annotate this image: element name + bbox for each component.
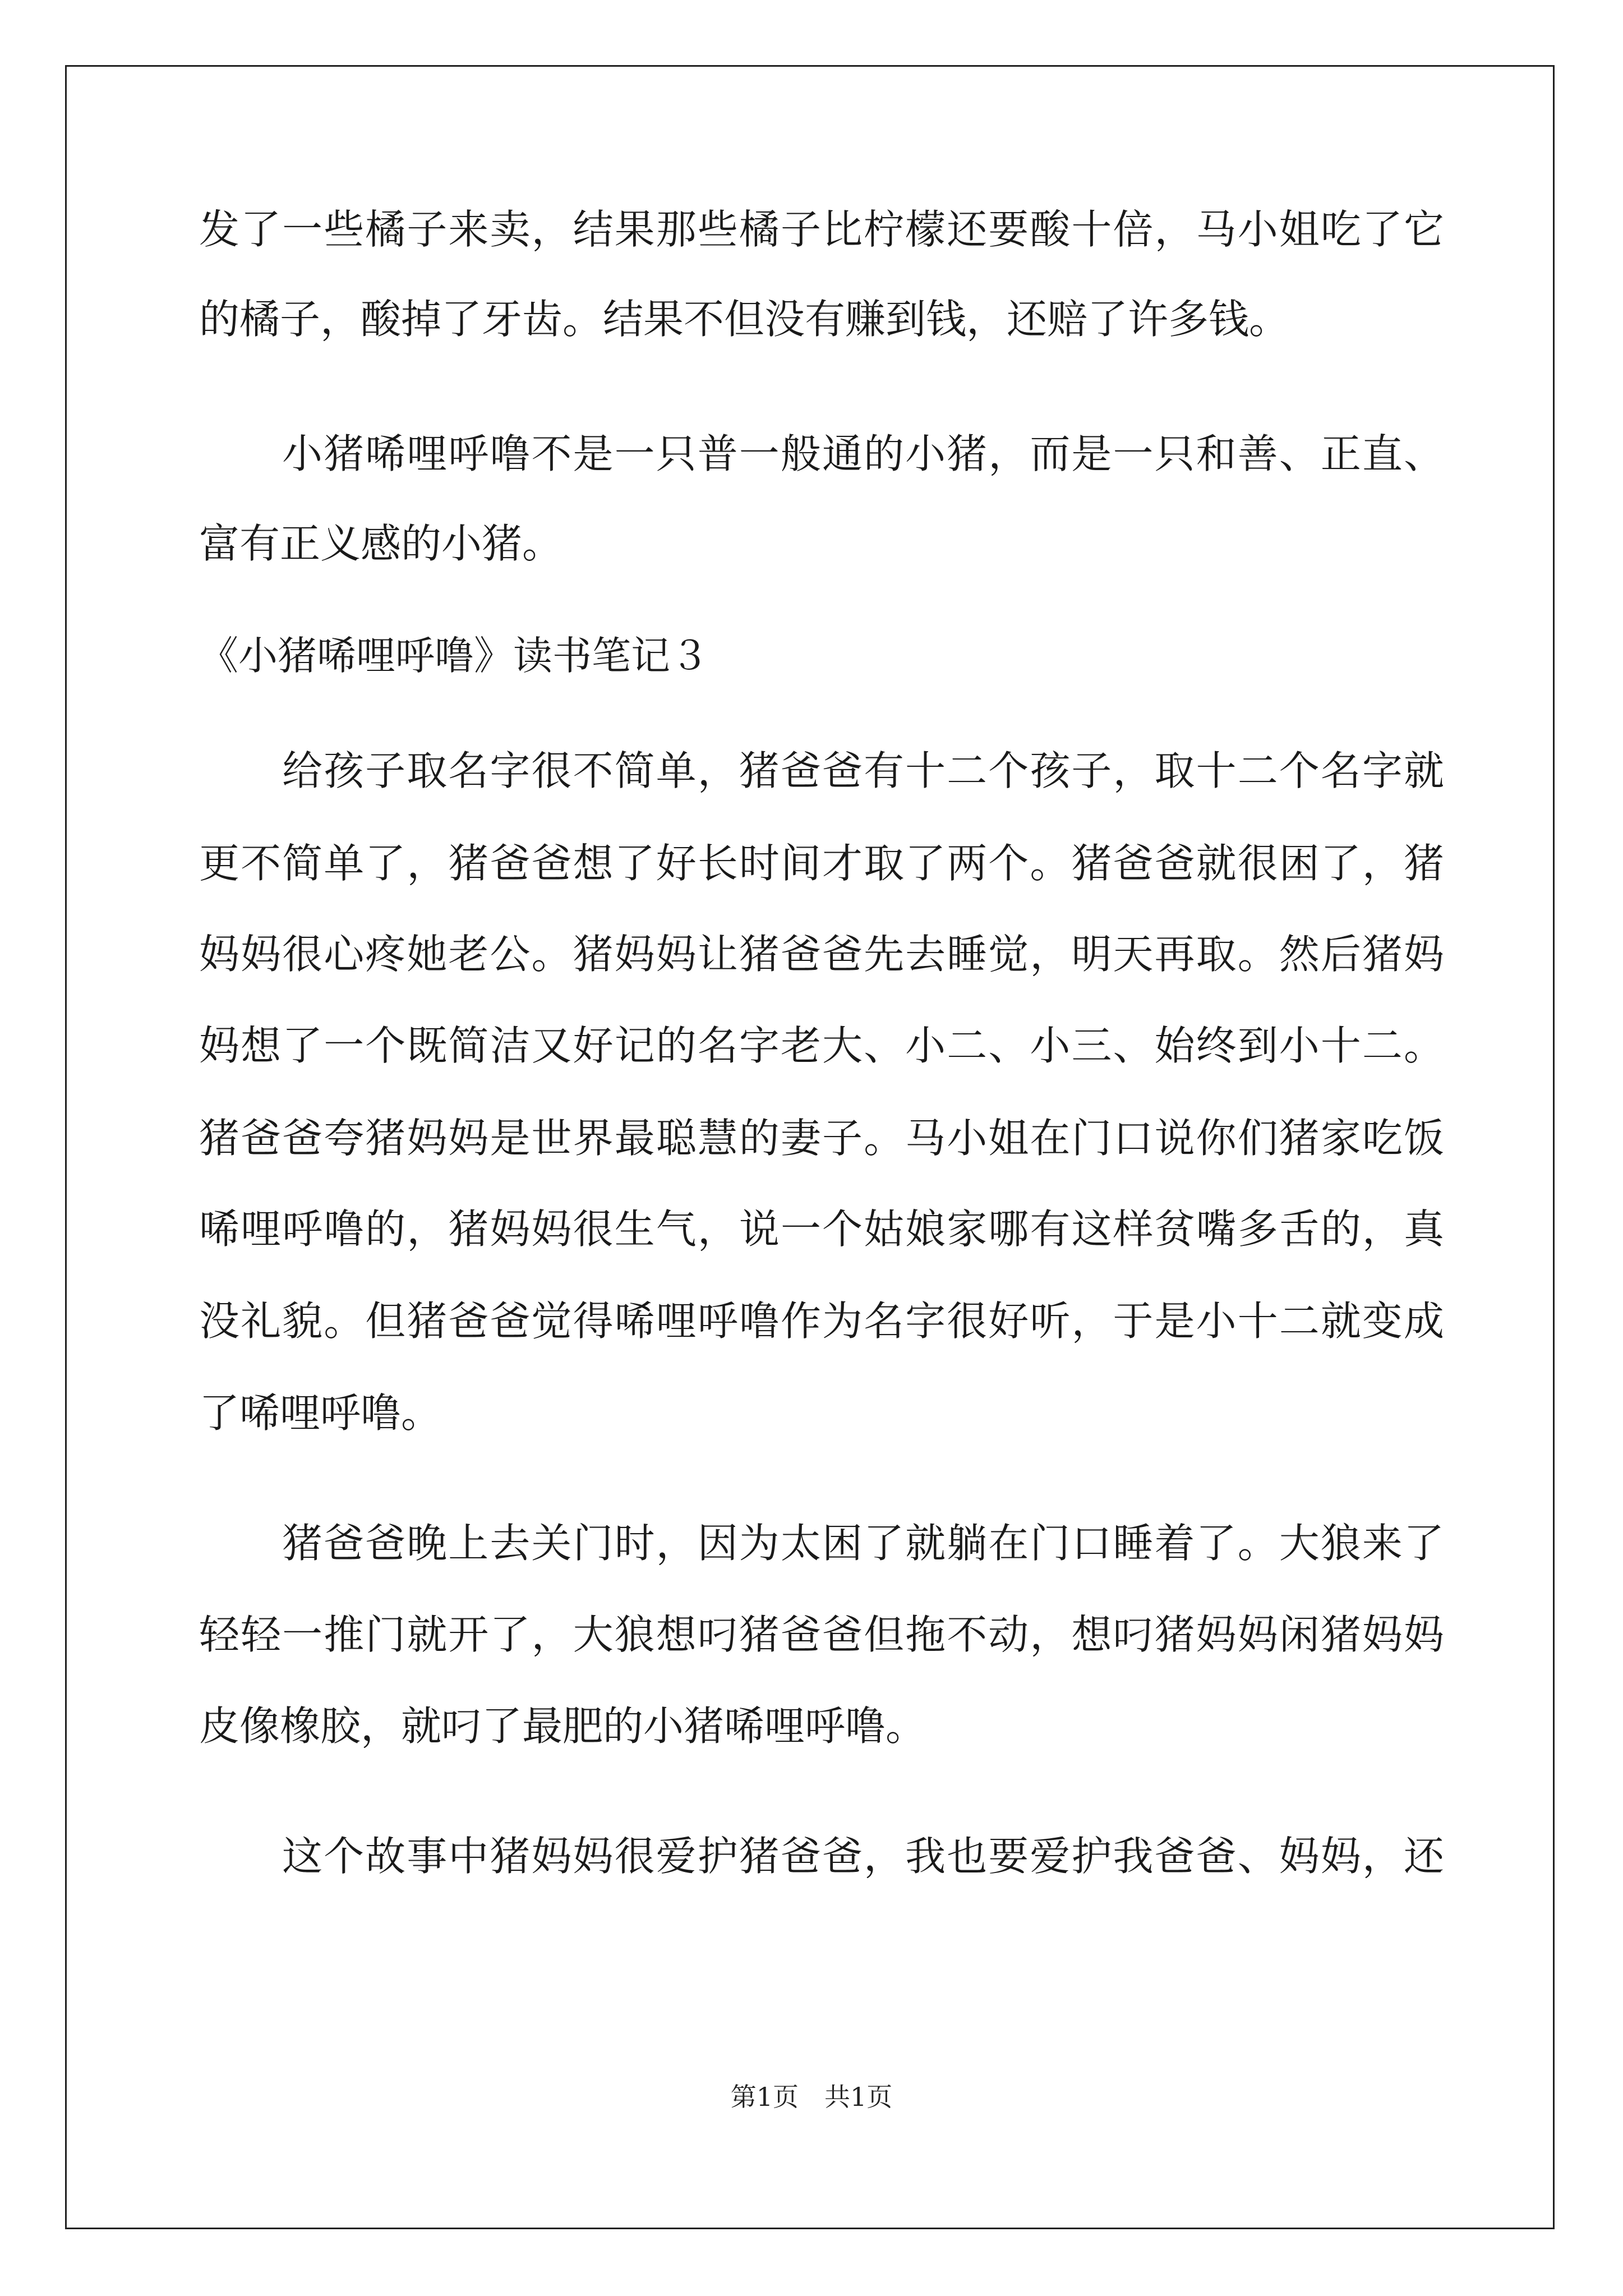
text-line: 没礼貌。但猪爸爸觉得唏哩呼噜作为名字很好听，于是小十二就变成 [199,1297,1444,1345]
text-line: 发了一些橘子来卖，结果那些橘子比柠檬还要酸十倍，马小姐吃了它 [199,206,1444,253]
text-line: 了唏哩呼噜。 [199,1389,442,1437]
text-line: 更不简单了，猪爸爸想了好长时间才取了两个。猪爸爸就很困了，猪 [199,840,1444,887]
paragraph-line: 这个故事中猪妈妈很爱护猪爸爸，我也要爱护我爸爸、妈妈，还 [282,1833,1444,1880]
paragraph-line: 给孩子取名字很不简单，猪爸爸有十二个孩子，取十二个名字就 [282,747,1444,794]
page-number-footer: 第1页 共1页 [730,2082,893,2112]
text-line: 皮像橡胶，就叼了最肥的小猪唏哩呼噜。 [199,1703,926,1750]
text-line: 轻轻一推门就开了，大狼想叼猪爸爸但拖不动，想叼猪妈妈闲猪妈妈 [199,1611,1444,1658]
text-line: 的橘子，酸掉了牙齿。结果不但没有赚到钱，还赔了许多钱。 [199,296,1290,343]
text-line: 妈想了一个既简洁又好记的名字老大、小二、小三、始终到小十二。 [199,1022,1444,1069]
text-line: 猪爸爸夸猪妈妈是世界最聪慧的妻子。马小姐在门口说你们猪家吃饭 [199,1115,1444,1162]
section-heading: 《小猪唏哩呼噜》读书笔记３ [199,633,709,679]
text-line: 富有正义感的小猪。 [199,520,563,567]
paragraph-line: 猪爸爸晚上去关门时，因为太困了就躺在门口睡着了。大狼来了 [282,1520,1444,1567]
paragraph-line: 小猪唏哩呼噜不是一只普一般通的小猪，而是一只和善、正直、 [282,430,1444,477]
text-line: 唏哩呼噜的，猪妈妈很生气，说一个姑娘家哪有这样贫嘴多舌的，真 [199,1205,1444,1253]
text-line: 妈妈很心疼她老公。猪妈妈让猪爸爸先去睡觉，明天再取。然后猪妈 [199,931,1444,978]
